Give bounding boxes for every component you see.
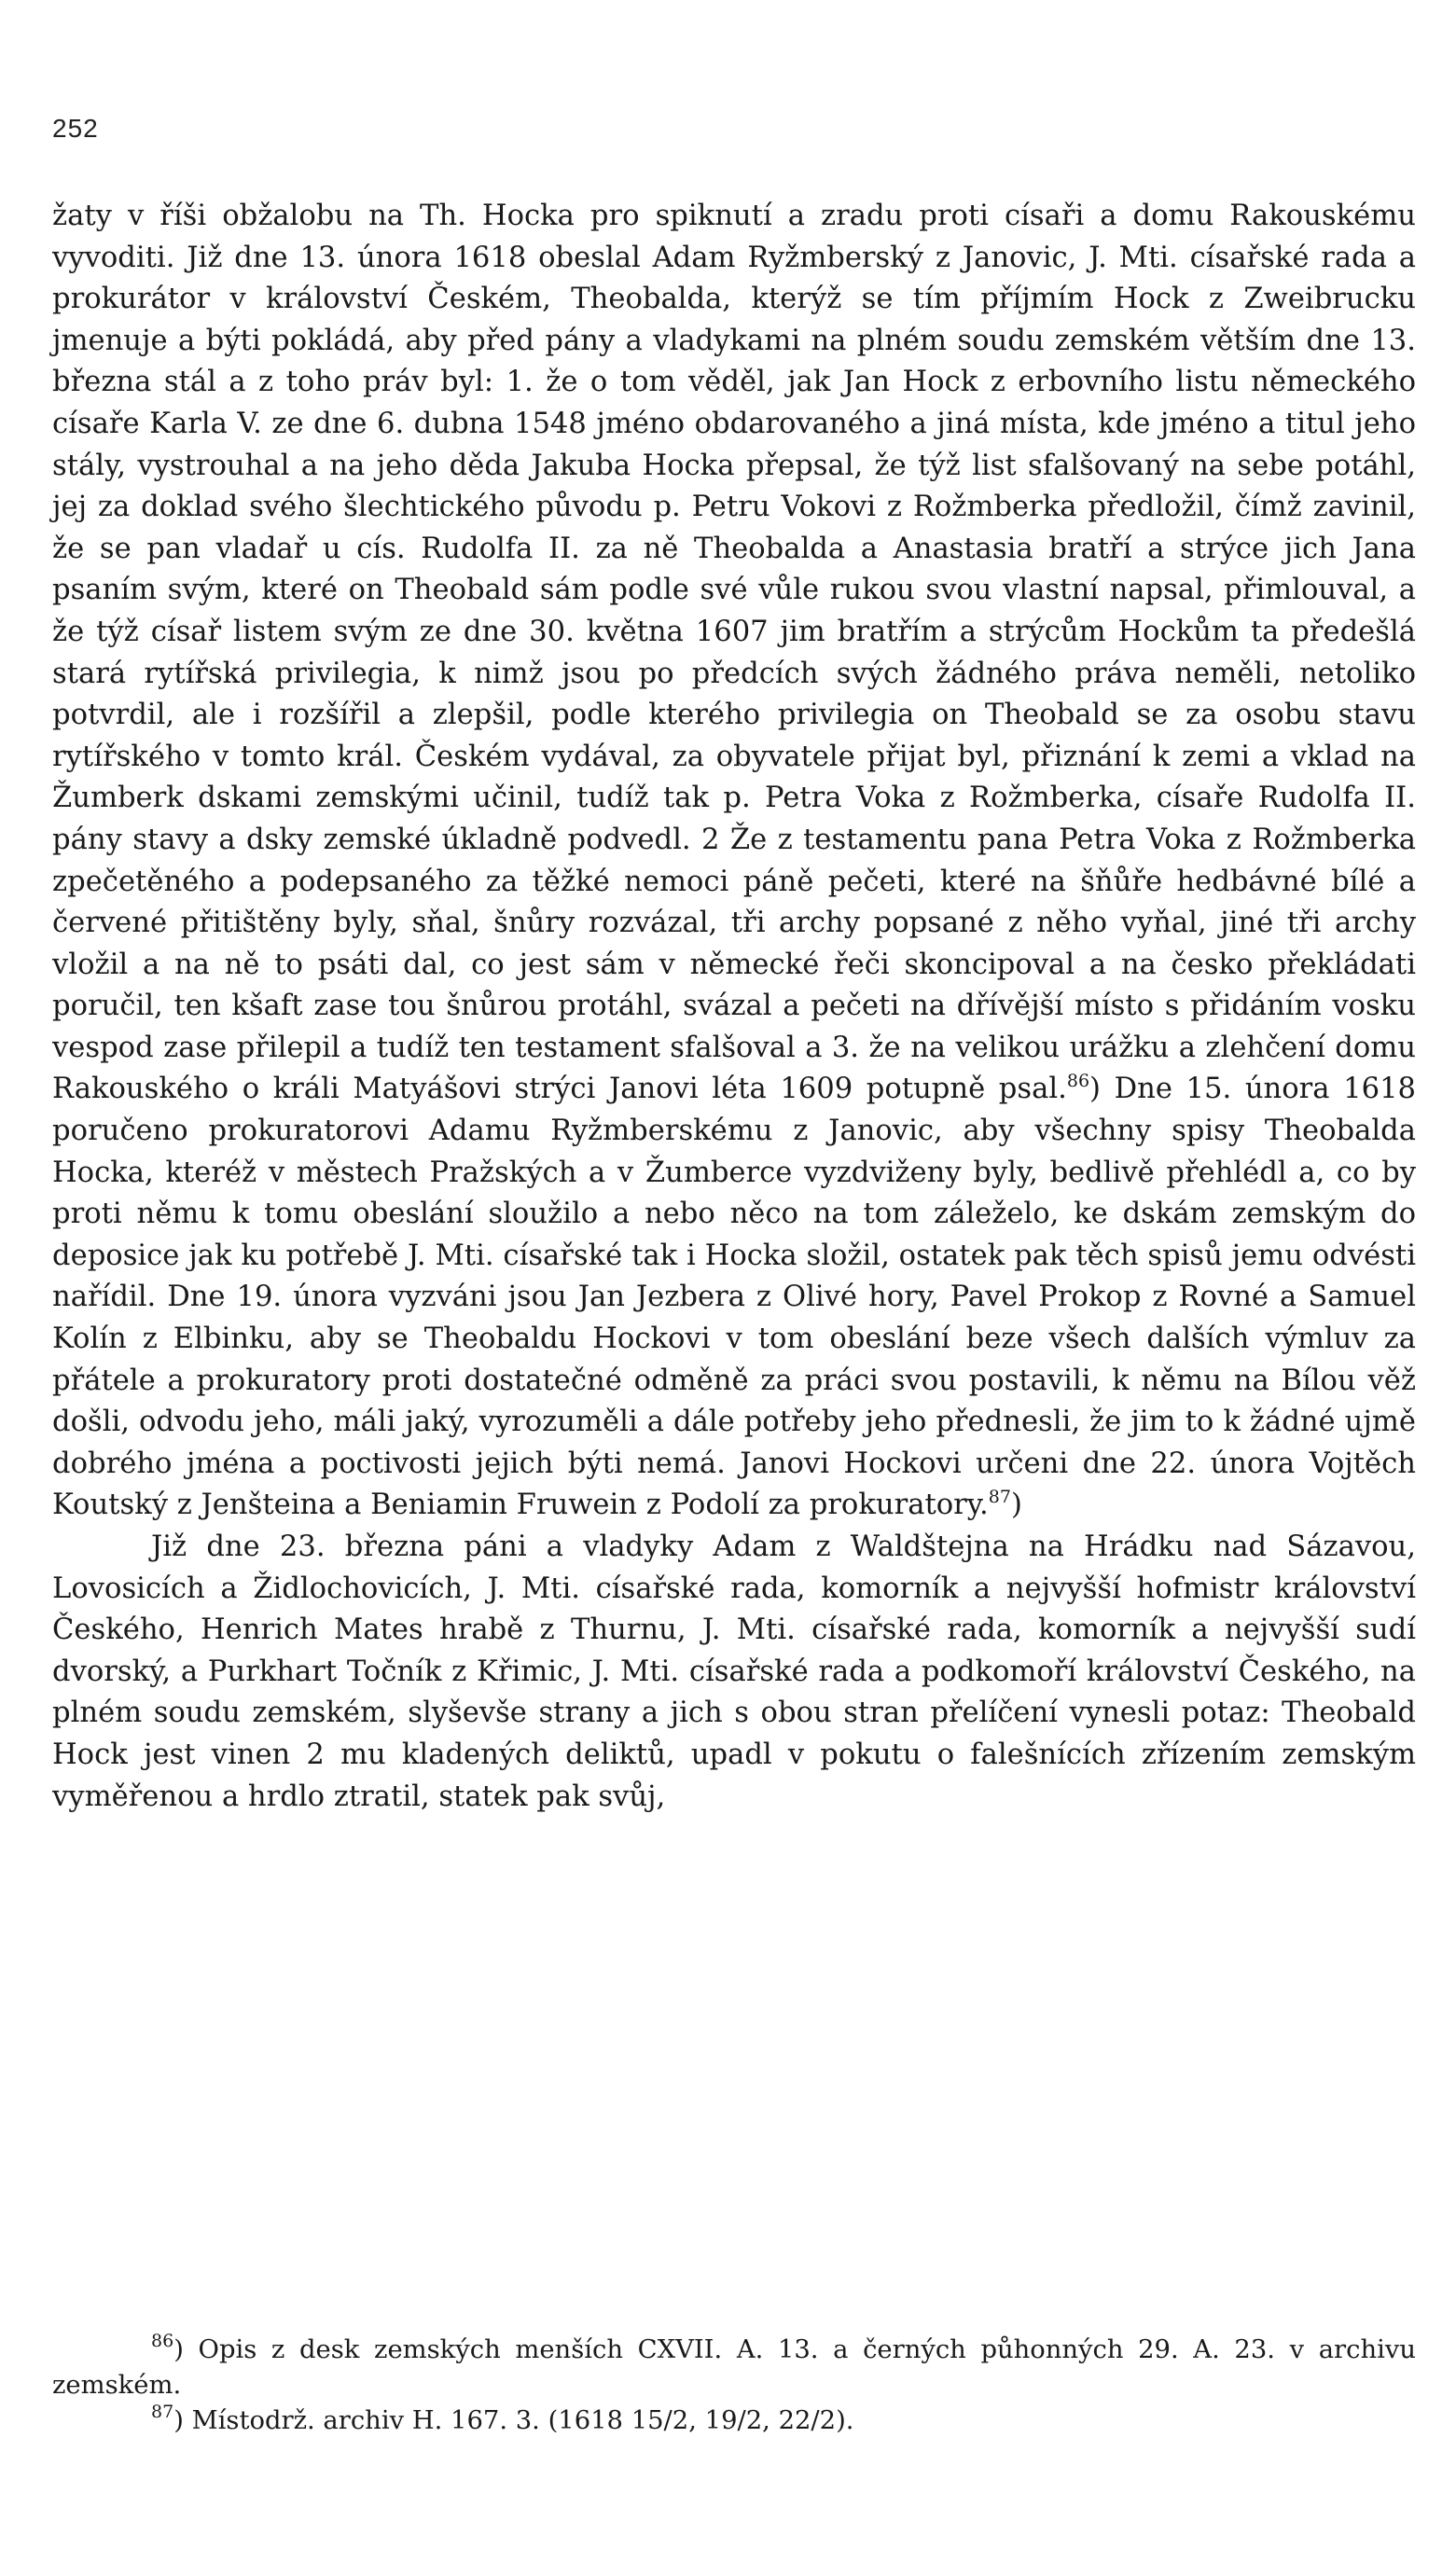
paragraph-1: žaty v říši obžalobu na Th. Hocka pro spiknutí a zradu proti císaři a domu Rakouskému vyvoditi. Již dne 13. února 1618 obeslal Adam Ryžmberský z Janovic, J. Mti. císařské rada a prokurátor v království Českém, Theobalda, kterýž se tím příjmím Hock z Zweibrucku jmenuje a býti pokládá, aby před pány a vladykami na plném soudu zemském větším dne 13. března stál a z toho práv byl: 1. že o tom věděl, jak Jan Hock z erbovního listu německého císaře Karla V. ze dne 6. dubna 1548 jméno obdarovaného a jiná místa, kde jméno a titul jeho stály, vystrouhal a na jeho děda Jakuba Hocka přepsal, že týž list sfalšovaný na sebe potáhl, jej za doklad svého šlechtického původu p. Petru Vokovi z Rožmberka předložil, čímž zavinil, že se pan vladař u cís. Rudolfa II. za ně Theobalda a Anastasia bratří a strýce jich Jana psaním svým, které on Theobald sám podle své vůle rukou svou vlastní napsal, přimlouval, a že týž císař listem svým ze dne 30. května 1607 jim bratřím a strýcům Hockům ta předešlá stará rytířská privilegia, k nimž jsou po předcích svých žádného práva neměli, netoliko potvrdil, ale i rozšířil a zlepšil, podle kterého privilegia on Theobald se za osobu stavu rytířského v tomto král. Českém vydával, za obyvatele přijat byl, přiznání k zemi a vklad na Žumberk dskami zemskými učinil, tudíž tak p. Petra Voka z Rožmberka, císaře Rudolfa II. pány stavy a dsky zemské úkladně podvedl. 2 Že z testamentu pana Petra Voka z Rožmberka zpečetěného a podepsaného za těžké nemoci páně pečeti, které na šňůře hedbávné bílé a červené přitištěny byly, sňal, šnůry rozvázal, tři archy popsané z něho vyňal, jiné tři archy vložil a na ně to psáti dal, co jest sám v německé řeči skoncipoval a na česko překládati poručil, ten kšaft zase tou šnůrou protáhl, svázal a pečeti na dřívější místo s přidáním vosku vespod zase přilepil a tudíž ten testament sfalšoval a 3. že na velikou urážku a zlehčení domu Rakouského o králi Matyášovi strýci Janovi léta 1609 potupně psal.$^{86}$) Dne 15. února 1618 poručeno prokuratorovi Adamu Ryžmberskému z Janovic, aby všechny spisy Theobalda Hocka, kteréž v městech Pražských a v Žumberce vyzdviženy byly, bedlivě přehlédl a, co by proti němu k tomu obeslání sloužilo a nebo něco na tom záleželo, ke dskám zemským do deposice jak ku potřebě J. Mti. císařské tak i Hocka složil, ostatek pak těch spisů jemu odvésti nařídil. Dne 19. února vyzváni jsou Jan Jezbera z Olivé hory, Pavel Prokop z Rovné a Samuel Kolín z Elbinku, aby se Theobaldu Hockovi v tom obeslání beze všech dalších výmluv za přátele a prokuratory proti dostatečné odměně za práci svou postavili, k němu na Bílou věž došli, odvodu jeho, máli jaký, vyrozuměli a dále potřeby jeho přednesli, že jim to k žádné ujmě dobrého jména a poctivosti jejich býti nemá. Janovi Hockovi určeni dne 22. února Vojtěch Koutský z Jenšteina a Beniamin Fruwein z Podolí za prokuratory.$^{87}$) <box>52 200 1416 1522</box>
paragraph-1-continued: Dne 15. února 1618 poručeno prokuratorovi Adamu Ryžmberskému z Janovic, aby všechny spisy Theobalda Hocka, kteréž v městech Pražských a v Žumberce vyzdviženy byly, bedlivě přehlédl a, co by proti němu k tomu obeslání sloužilo a nebo něco na tom záleželo, ke dskám zemským do deposice jak ku potřebě J. Mti. císařské tak i Hocka složil, ostatek pak těch spisů jemu odvésti nařídil. Dne 19. února vyzváni jsou Jan Jezbera z Olivé hory, Pavel Prokop z Rovné a Samuel Kolín z Elbinku, aby se Theobaldu Hockovi v tom obeslání beze všech dalších výmluv za přátele a prokuratory proti dostatečné odměně za práci svou postavili, k němu na Bílou věž došli, odvodu jeho, máli jaký, vyrozuměli a dále potřeby jeho přednesli, že jim to k žádné ujmě dobrého jména a poctivosti jejich býti nemá. Janovi Hockovi určeni dne 22. února Vojtěch Koutský z Jenšteina a Beniamin Fruwein z Podolí za prokuratory. <box>52 1073 1416 1522</box>
footnote-86: $^{86}$) Opis z desk zemských menších CXVII. A. 13. a černých půhonných 29. A. 23. v archivu zemském. <box>52 2331 1416 2400</box>
footnote-ref-87: 87 <box>988 1487 1011 1508</box>
paragraph-1-text: žaty v říši obžalobu na Th. Hocka pro spiknutí a zradu proti císaři a domu Rakouskému vyvoditi. Již dne 13. února 1618 obeslal Adam Ryžmberský z Janovic, J. Mti. císařské rada a prokurátor v království Českém, Theobalda, kterýž se tím příjmím Hock z Zweibrucku jmenuje a býti pokládá, aby před pány a vladykami na plném soudu zemském větším dne 13. března stál a z toho práv byl: 1. že o tom věděl, jak Jan Hock z erbovního listu německého císaře Karla V. ze dne 6. dubna 1548 jméno obdarovaného a jiná místa, kde jméno a titul jeho stály, vystrouhal a na jeho děda Jakuba Hocka přepsal, že týž list sfalšovaný na sebe potáhl, jej za doklad svého šlechtického původu p. Petru Vokovi z Rožmberka předložil, čímž zavinil, že se pan vladař u cís. Rudolfa II. za ně Theobalda a Anastasia bratří a strýce jich Jana psaním svým, které on Theobald sám podle své vůle rukou svou vlastní napsal, přimlouval, a že týž císař listem svým ze dne 30. května 1607 jim bratřím a strýcům Hockům ta předešlá stará rytířská privilegia, k nimž jsou po předcích svých žádného práva neměli, netoliko potvrdil, ale i rozšířil a zlepšil, podle kterého privilegia on Theobald se za osobu stavu rytířského v tomto král. Českém vydával, za obyvatele přijat byl, přiznání k zemi a vklad na Žumberk dskami zemskými učinil, tudíž tak p. Petra Voka z Rožmberka, císaře Rudolfa II. pány stavy a dsky zemské úkladně podvedl. 2 Že z testamentu pana Petra Voka z Rožmberka zpečetěného a podepsaného za těžké nemoci páně pečeti, které na šňůře hedbávné bílé a červené přitištěny byly, sňal, šnůry rozvázal, tři archy popsané z něho vyňal, jiné tři archy vložil a na ně to psáti dal, co jest sám v německé řeči skoncipoval a na česko překládati poručil, ten kšaft zase tou šnůrou protáhl, svázal a pečeti na dřívější místo s přidáním vosku vespod zase přilepil a tudíž ten testament sfalšoval a 3. že na velikou urážku a zlehčení domu Rakouského o králi Matyášovi strýci Janovi léta 1609 potupně psal. <box>52 200 1416 1106</box>
footnote-87-date-2: 19/2 <box>704 2405 763 2435</box>
body-text <box>52 196 1416 1818</box>
footnotes <box>52 2333 1416 2438</box>
footnote-86-text: Opis z desk zemských menších CXVII. A. 13. a černých půhonných 29. A. 23. v archivu zemském. <box>52 2335 1416 2400</box>
footnote-87-closing: ). <box>836 2405 854 2435</box>
footnote-87-date-1: 15/2 <box>631 2405 689 2435</box>
page-number: 252 <box>52 114 99 143</box>
footnote-ref-86: 86 <box>1066 1071 1090 1092</box>
footnote-marker-87: 87 <box>151 2401 174 2422</box>
footnote-87-text: Místodrž. archiv H. 167. 3. (1618 <box>183 2405 631 2435</box>
footnote-87-date-3: 22/2 <box>778 2405 837 2435</box>
paragraph-2: Již dne 23. března páni a vladyky Adam z Waldštejna na Hrádku nad Sázavou, Lovosicích a Židlochovicích, J. Mti. císařské rada, komorník a nejvyšší hofmistr království Českého, Henrich Mates hrabě z Thurnu, J. Mti. císařské rada, komorník a nejvyšší sudí dvorský, a Purkhart Točník z Křimic, J. Mti. císařské rada a podkomoří království Českého, na plném soudu zemském, slyševše strany a jich s obou stran přelíčení vynesli potaz: Theobald Hock jest vinen 2 mu kladených deliktů, upadl v pokutu o falešnících zřízením zemským vyměřenou a hrdlo ztratil, statek pak svůj, <box>52 1530 1416 1813</box>
footnote-marker-86: 86 <box>151 2331 174 2351</box>
footnote-87: $^{87}$) Místodrž. archiv H. 167. 3. (1618 15/2, 19/2, 22/2). <box>151 2401 854 2435</box>
